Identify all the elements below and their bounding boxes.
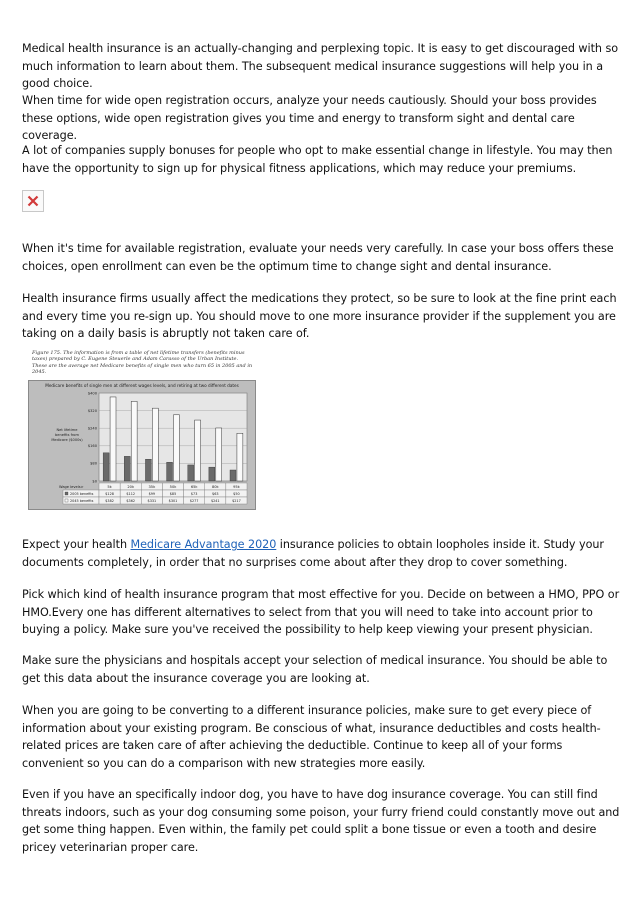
paragraph: When it's time for available registration, evaluate your needs very carefully. In case your boss offers these choices, open enrollment can even be the optimum time to change sight and dental insurance.	[22, 242, 614, 273]
chart-frame	[28, 380, 256, 510]
bar-2005	[209, 467, 215, 481]
bar-2005	[230, 470, 236, 481]
table-value: $85	[169, 491, 177, 496]
paragraph: When you are going to be converting to a different insurance policies, make sure to get every piece of information about your existing program. Be conscious of what, insurance deductibles and costs health-related prices are taken care of after achieving the deductible. Continue to keep all of your forms convenient so you can do a comparison with new strategies more easily.	[22, 704, 601, 770]
paragraph-with-link	[22, 536, 620, 571]
bar-2045	[110, 397, 116, 481]
x-tick-label: 35k	[148, 484, 156, 489]
broken-image-icon	[27, 195, 39, 207]
chart-caption: Figure 175. The information is from a table of net lifetime transfers (benefits minus taxes) prepared by C. Eugene Steuerle and Adam Carasso of the Urban Institute. These are the average net Medicare benefits of single men who turn 65 in 2005 and in 2045.	[32, 350, 253, 376]
bar-2005	[145, 459, 151, 481]
plot-area	[99, 393, 247, 481]
table-value: $217	[232, 498, 241, 503]
paragraph: A lot of companies supply bonuses for people who opt to make essential change in lifestyle. You may then have the opportunity to sign up for physical fitness applications, which may reduce your premiums.	[22, 144, 613, 175]
bar-2045	[131, 401, 137, 481]
x-tick-label: 65k	[190, 484, 198, 489]
paragraph-text: insurance policies to obtain loopholes inside it. Study your documents completely, in order that no surprises come about after they drop to cover something.	[22, 538, 604, 569]
legend-swatch	[65, 499, 68, 502]
broken-image	[22, 190, 44, 212]
table-value: $73	[190, 491, 198, 496]
table-value: $301	[168, 498, 178, 503]
x-tick-label: 5k	[107, 484, 112, 489]
paragraph: Even if you have an specifically indoor dog, you have to have dog insurance coverage. You can still find threats indoors, such as your dog consuming some poison, your furry friend could constantly move out and get some thing happen. Even within, the family pet could split a bone tissue or even a tooth and desire pricey veterinarian proper care.	[22, 788, 620, 854]
y-tick-label: $320	[87, 408, 97, 413]
paragraph: Pick which kind of health insurance program that most effective for you. Decide on between a HMO, PPO or HMO.Every one has different alternatives to select from that you will need to take into account prior to buying a policy. Make sure you've received the possibility to help keep viewing your present physician.	[22, 588, 620, 636]
table-value: $362	[126, 498, 136, 503]
legend-label: 2045 benefits	[70, 498, 94, 503]
y-tick-label: $240	[87, 426, 97, 431]
table-value: $128	[105, 491, 114, 496]
table-value: $241	[210, 498, 220, 503]
paragraph: When time for wide open registration occurs, analyze your needs cautiously. Should your boss provides these options, wide open registration gives you time and energy to transform sight and dental care coverage.	[22, 94, 597, 142]
y-tick-label: $80	[90, 461, 97, 466]
bar-2045	[237, 433, 243, 481]
x-tick-label: 95k	[233, 484, 240, 489]
paragraph-text: Expect your health	[22, 538, 131, 551]
table-value: $382	[105, 498, 114, 503]
bar-2005	[167, 462, 173, 481]
bar-2045	[174, 415, 180, 481]
table-value: $99	[148, 491, 156, 496]
y-axis-label: benefits from	[54, 433, 80, 437]
y-tick-label: $0	[92, 479, 97, 484]
paragraph: Make sure the physicians and hospitals accept your selection of medical insurance. You should be able to get this data about the insurance coverage you are looking at.	[22, 654, 608, 685]
legend-swatch	[65, 492, 68, 495]
bar-2005	[188, 465, 194, 481]
bar-2005	[103, 453, 109, 481]
chart-title: Medicare benefits of single men at different wages levels, and retiring at two different dates	[45, 383, 239, 388]
bar-2005	[124, 456, 130, 481]
medicare-advantage-link[interactable]: Medicare Advantage 2020	[130, 538, 277, 551]
table-value: $331	[147, 498, 157, 503]
x-tick-label: 80k	[211, 484, 219, 489]
paragraph: Health insurance firms usually affect the medications they protect, so be sure to look at the fine print each and every time you re-sign up. You should move to one more insurance provider if the supplement you are taking on a daily basis is abruptly not taken care of.	[22, 292, 617, 340]
y-axis-label: Net lifetime	[56, 428, 78, 432]
y-tick-label: $400	[87, 391, 97, 396]
x-tick-label: 50k	[169, 484, 177, 489]
chart-plot	[29, 381, 255, 509]
table-value: $277	[189, 498, 199, 503]
y-tick-label: $160	[87, 444, 97, 449]
table-value: $50	[233, 491, 240, 496]
paragraph: Medical health insurance is an actually-changing and perplexing topic. It is easy to get discouraged with so much information to learn about them. The subsequent medical insurance suggestions will help you in a good choice.	[22, 42, 619, 90]
medicare-benefits-chart-image	[22, 350, 254, 512]
bar-2045	[195, 420, 201, 481]
x-tick-label: 20k	[127, 484, 135, 489]
bar-2045	[152, 408, 158, 481]
bar-2045	[216, 428, 222, 481]
x-axis-label: Wage levels>	[59, 485, 84, 489]
y-axis-label: Medicare ($000s)	[51, 438, 83, 442]
legend-label: 2005 benefits	[70, 491, 94, 496]
table-value: $63	[212, 491, 219, 496]
table-value: $112	[126, 491, 136, 496]
